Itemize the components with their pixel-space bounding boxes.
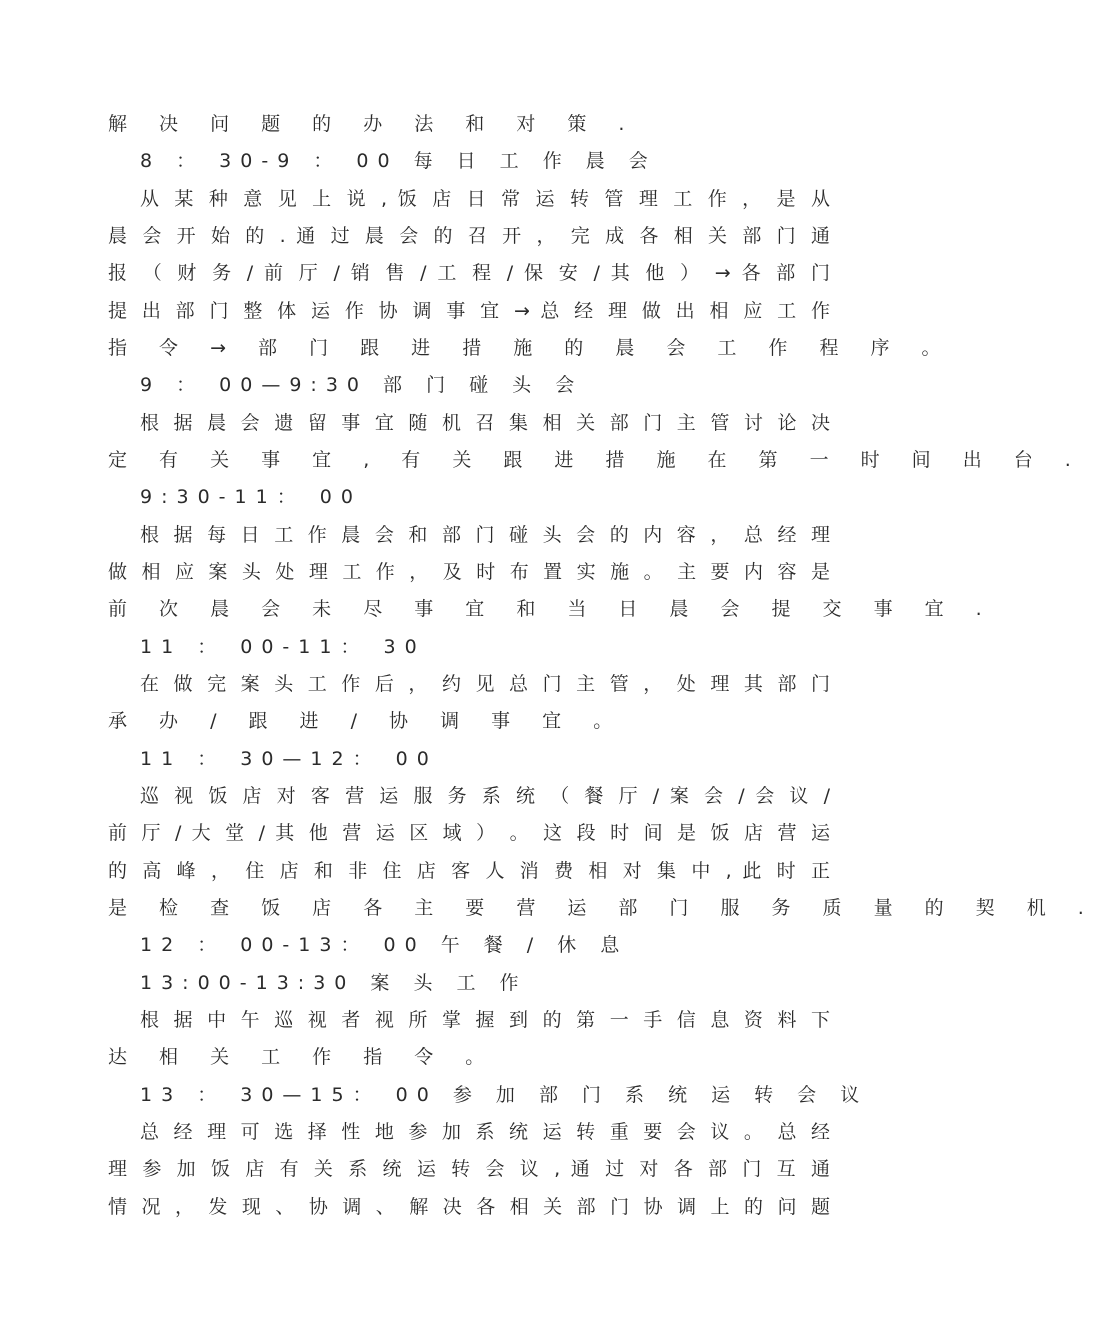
text-line: 做 相 应 案 头 处 理 工 作 ， 及 时 布 置 实 施 。 主 要 内 容 是 [108,561,830,583]
text-line: 根 据 晨 会 遗 留 事 宜 随 机 召 集 相 关 部 门 主 管 讨 论 决 [140,412,830,434]
schedule-heading: 8 ： 30-9 ： 00 每 日 工 作 晨 会 [140,150,657,172]
text-line: 在 做 完 案 头 工 作 后 ， 约 见 总 门 主 管 ， 处 理 其 部 门 [140,673,830,695]
text-line: 根 据 中 午 巡 视 者 视 所 掌 握 到 的 第 一 手 信 息 资 料 下 [140,1009,830,1031]
schedule-heading: 11 ： 30—12： 00 [140,748,438,770]
text-line: 前 次 晨 会 未 尽 事 宜 和 当 日 晨 会 提 交 事 宜 . [108,598,995,620]
text-line: 总 经 理 可 选 择 性 地 参 加 系 统 运 转 重 要 会 议 。 总 经 [140,1121,830,1143]
schedule-heading: 12 ： 00-13： 00 午 餐 / 休 息 [140,934,629,956]
text-line: 从 某 种 意 见 上 说 , 饭 店 日 常 运 转 管 理 工 作 ， 是 从 [140,188,830,210]
text-line: 指 令 → 部 门 跟 进 措 施 的 晨 会 工 作 程 序 。 [108,337,954,359]
schedule-heading: 9:30-11： 00 [140,486,362,508]
text-line: 解 决 问 题 的 办 法 和 对 策 . [108,113,638,135]
schedule-heading: 13:00-13:30 案 头 工 作 [140,972,528,994]
text-line: 定 有 关 事 宜 , 有 关 跟 进 措 施 在 第 一 时 间 出 台 . [108,449,1084,471]
schedule-heading: 9 ： 00—9:30 部 门 碰 头 会 [140,374,584,396]
text-line: 报 （ 财 务 / 前 厅 / 销 售 / 工 程 / 保 安 / 其 他 ） → 各 部 门 [108,262,830,284]
schedule-heading: 11 ： 00-11： 30 [140,636,426,658]
text-line: 晨 会 开 始 的 . 通 过 晨 会 的 召 开 ， 完 成 各 相 关 部 门 通 [108,225,830,247]
text-line: 是 检 查 饭 店 各 主 要 营 运 部 门 服 务 质 量 的 契 机 . [108,897,1097,919]
text-line: 巡 视 饭 店 对 客 营 运 服 务 系 统 （ 餐 厅 / 案 会 / 会 议 / [140,785,830,807]
schedule-heading: 13 ： 30—15： 00 参 加 部 门 系 统 运 转 会 议 [140,1084,869,1106]
text-line: 情 况 ， 发 现 、 协 调 、 解 决 各 相 关 部 门 协 调 上 的 问 题 [108,1196,830,1218]
text-line: 的 高 峰 ， 住 店 和 非 住 店 客 人 消 费 相 对 集 中 , 此 时 正 [108,860,830,882]
text-line: 承 办 / 跟 进 / 协 调 事 宜 。 [108,710,626,732]
text-line: 达 相 关 工 作 指 令 。 [108,1046,498,1068]
text-line: 根 据 每 日 工 作 晨 会 和 部 门 碰 头 会 的 内 容 ， 总 经 理 [140,524,830,546]
text-line: 理 参 加 饭 店 有 关 系 统 运 转 会 议 , 通 过 对 各 部 门 互 通 [108,1158,830,1180]
text-line: 提 出 部 门 整 体 运 作 协 调 事 宜 → 总 经 理 做 出 相 应 工 作 [108,300,830,322]
text-line: 前 厅 / 大 堂 / 其 他 营 运 区 域 ） 。 这 段 时 间 是 饭 店 营 运 [108,822,830,844]
